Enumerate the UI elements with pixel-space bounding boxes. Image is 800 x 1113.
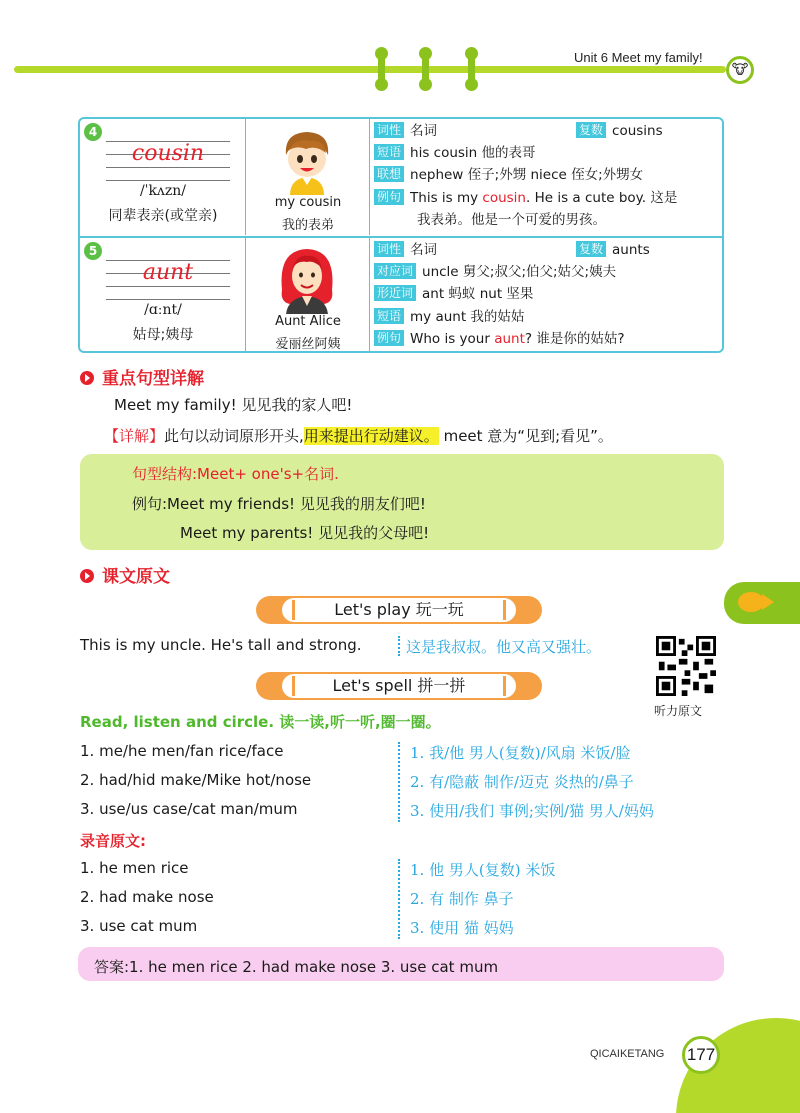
play-text-en: This is my uncle. He's tall and strong. [80,636,362,654]
banner-label: Let's spell 拼一拼 [282,674,516,698]
tag-label: 复数 [576,122,606,138]
example-sentence-2: Meet my parents! 见见我的父母吧! [180,524,430,542]
example-pre: This is my [410,190,483,206]
exercise-item-en: 3. use/us case/cat man/mum [80,800,298,818]
info-example [374,328,625,350]
banner-label: Let's play 玩一玩 [282,598,516,622]
plural-value: aunts [612,242,650,258]
lets-spell-banner [256,672,542,700]
detail-pre: 此句以动词原形开头, [164,427,304,445]
example-keyword: cousin [482,190,526,206]
info-pos [374,239,437,261]
divider [398,859,400,939]
example-post: . He is a cute boy. 这是 [526,190,678,206]
phonetic: /ˈkʌzn/ [139,183,187,199]
info-cell [370,238,722,352]
boy-illustration [276,127,338,195]
picture-cell [246,119,370,235]
pos-value: 名词 [410,123,438,139]
cow-mascot-icon: 🐮 [726,56,754,84]
sentence-structure: 句型结构:Meet+ one's+名词. [132,465,339,483]
example-keyword: aunt [494,331,525,347]
picture-caption-cn: 爱丽丝阿姨 [275,337,341,352]
vocab-row [80,119,722,235]
page-number: 177 [682,1036,720,1074]
header-bar [14,66,726,73]
picture-caption-en: Aunt Alice [275,314,341,329]
example-sentence-1: 例句:Meet my friends! 见见我的朋友们吧! [132,495,426,513]
binder-ring [422,52,429,86]
tag-label: 词性 [374,122,404,138]
plural-value: cousins [612,123,663,139]
info-pos [374,120,437,142]
detail-label: 【详解】 [104,427,165,445]
example-line2: 我表弟。他是一个可爱的男孩。 [417,212,606,228]
exercise-item-en: 1. me/he men/fan rice/face [80,742,284,760]
answer-text: 答案:1. he men rice 2. had make nose 3. use cat mum [94,958,499,976]
info-example [374,187,677,209]
tag-label: 形近词 [374,285,416,301]
binder-ring [468,52,475,86]
tag-label: 例句 [374,189,404,205]
key-sentence-heading [80,364,204,389]
instruction-cn: 读一读,听一听,圈一圈。 [274,713,441,731]
phonetic: /ɑːnt/ [144,302,182,318]
info-plural [576,239,650,261]
info-corresponding [374,261,616,283]
word-cell [80,119,246,235]
tag-label: 例句 [374,330,404,346]
script-line-cn: 3. 使用 猫 妈妈 [410,919,514,937]
phrase-value: his cousin 他的表哥 [410,145,536,161]
picture-caption-cn: 我的表弟 [281,218,334,233]
word-cell [80,238,246,352]
picture-cell [246,238,370,352]
instruction [80,711,441,732]
tag-label: 词性 [374,241,404,257]
info-plural [576,120,663,142]
tag-label: 短语 [374,308,404,324]
fish-icon [738,592,764,612]
fish-tail-icon [762,594,774,610]
play-bullet-icon [80,569,94,583]
info-cell [370,119,722,235]
script-line-cn: 2. 有 制作 鼻子 [410,890,514,908]
tag-label: 短语 [374,144,404,160]
vocab-row [80,236,722,352]
woman-illustration [276,246,338,314]
association-value: nephew 侄子;外甥 niece 侄女;外甥女 [410,167,644,183]
info-phrase [374,142,536,164]
example-pre: Who is your [410,331,495,347]
tag-label: 联想 [374,166,404,182]
unit-title: Unit 6 Meet my family! [574,50,703,65]
script-line-en: 2. had make nose [80,888,214,906]
key-sentence: Meet my family! 见见我的家人吧! [114,396,353,414]
binder-ring [378,52,385,86]
instruction-en: Read, listen and circle. [80,713,275,731]
picture-caption-en: my cousin [274,195,342,210]
tag-label: 复数 [576,241,606,257]
script-line-en: 3. use cat mum [80,917,198,935]
play-bullet-icon [80,371,94,385]
brand-name: QICAIKETANG [590,1048,665,1060]
text-section-heading [80,562,170,587]
exercise-item-cn: 3. 使用/我们 事例;实例/猫 男人/妈妈 [410,802,654,820]
info-association [374,164,643,186]
heading-text: 课文原文 [102,567,170,587]
script-line-cn: 1. 他 男人(复数) 米饭 [410,861,556,879]
item-number: 4 [84,123,102,141]
detail-highlight: 用来提出行动建议。 [303,427,439,445]
detail-explanation [104,425,613,446]
exercise-item-cn: 1. 我/他 男人(复数)/风扇 米饭/脸 [410,744,631,762]
qr-label: 听力原文 [654,704,703,718]
qr-code-icon[interactable] [656,636,716,696]
info-phrase [374,306,524,328]
vocab-word: aunt [142,260,194,285]
script-line-en: 1. he men rice [80,859,189,877]
divider [398,742,400,822]
detail-post: meet 意为“见到;看见”。 [438,427,613,445]
word-meaning: 姑母;姨母 [132,327,194,343]
similar-value: ant 蚂蚁 nut 坚果 [422,286,534,302]
exercise-item-cn: 2. 有/隐蔽 制作/迈克 炎热的/鼻子 [410,773,634,791]
exercise-item-en: 2. had/hid make/Mike hot/nose [80,771,312,789]
item-number: 5 [84,242,102,260]
play-text-cn: 这是我叔叔。他又高又强壮。 [406,638,602,656]
pos-value: 名词 [410,242,438,258]
tag-label: 对应词 [374,263,416,279]
lets-play-banner [256,596,542,624]
word-meaning: 同辈表亲(或堂亲) [108,208,218,224]
vocab-table [78,117,724,353]
side-tab [724,582,800,624]
example-post: ? 谁是你的姑姑? [524,331,625,347]
phrase-value: my aunt 我的姑姑 [410,309,525,325]
divider [398,636,400,656]
script-label: 录音原文: [80,832,146,850]
vocab-word: cousin [131,141,205,166]
info-similar [374,283,533,305]
corresponding-value: uncle 舅父;叔父;伯父;姑父;姨夫 [422,264,617,280]
heading-text: 重点句型详解 [102,369,204,389]
